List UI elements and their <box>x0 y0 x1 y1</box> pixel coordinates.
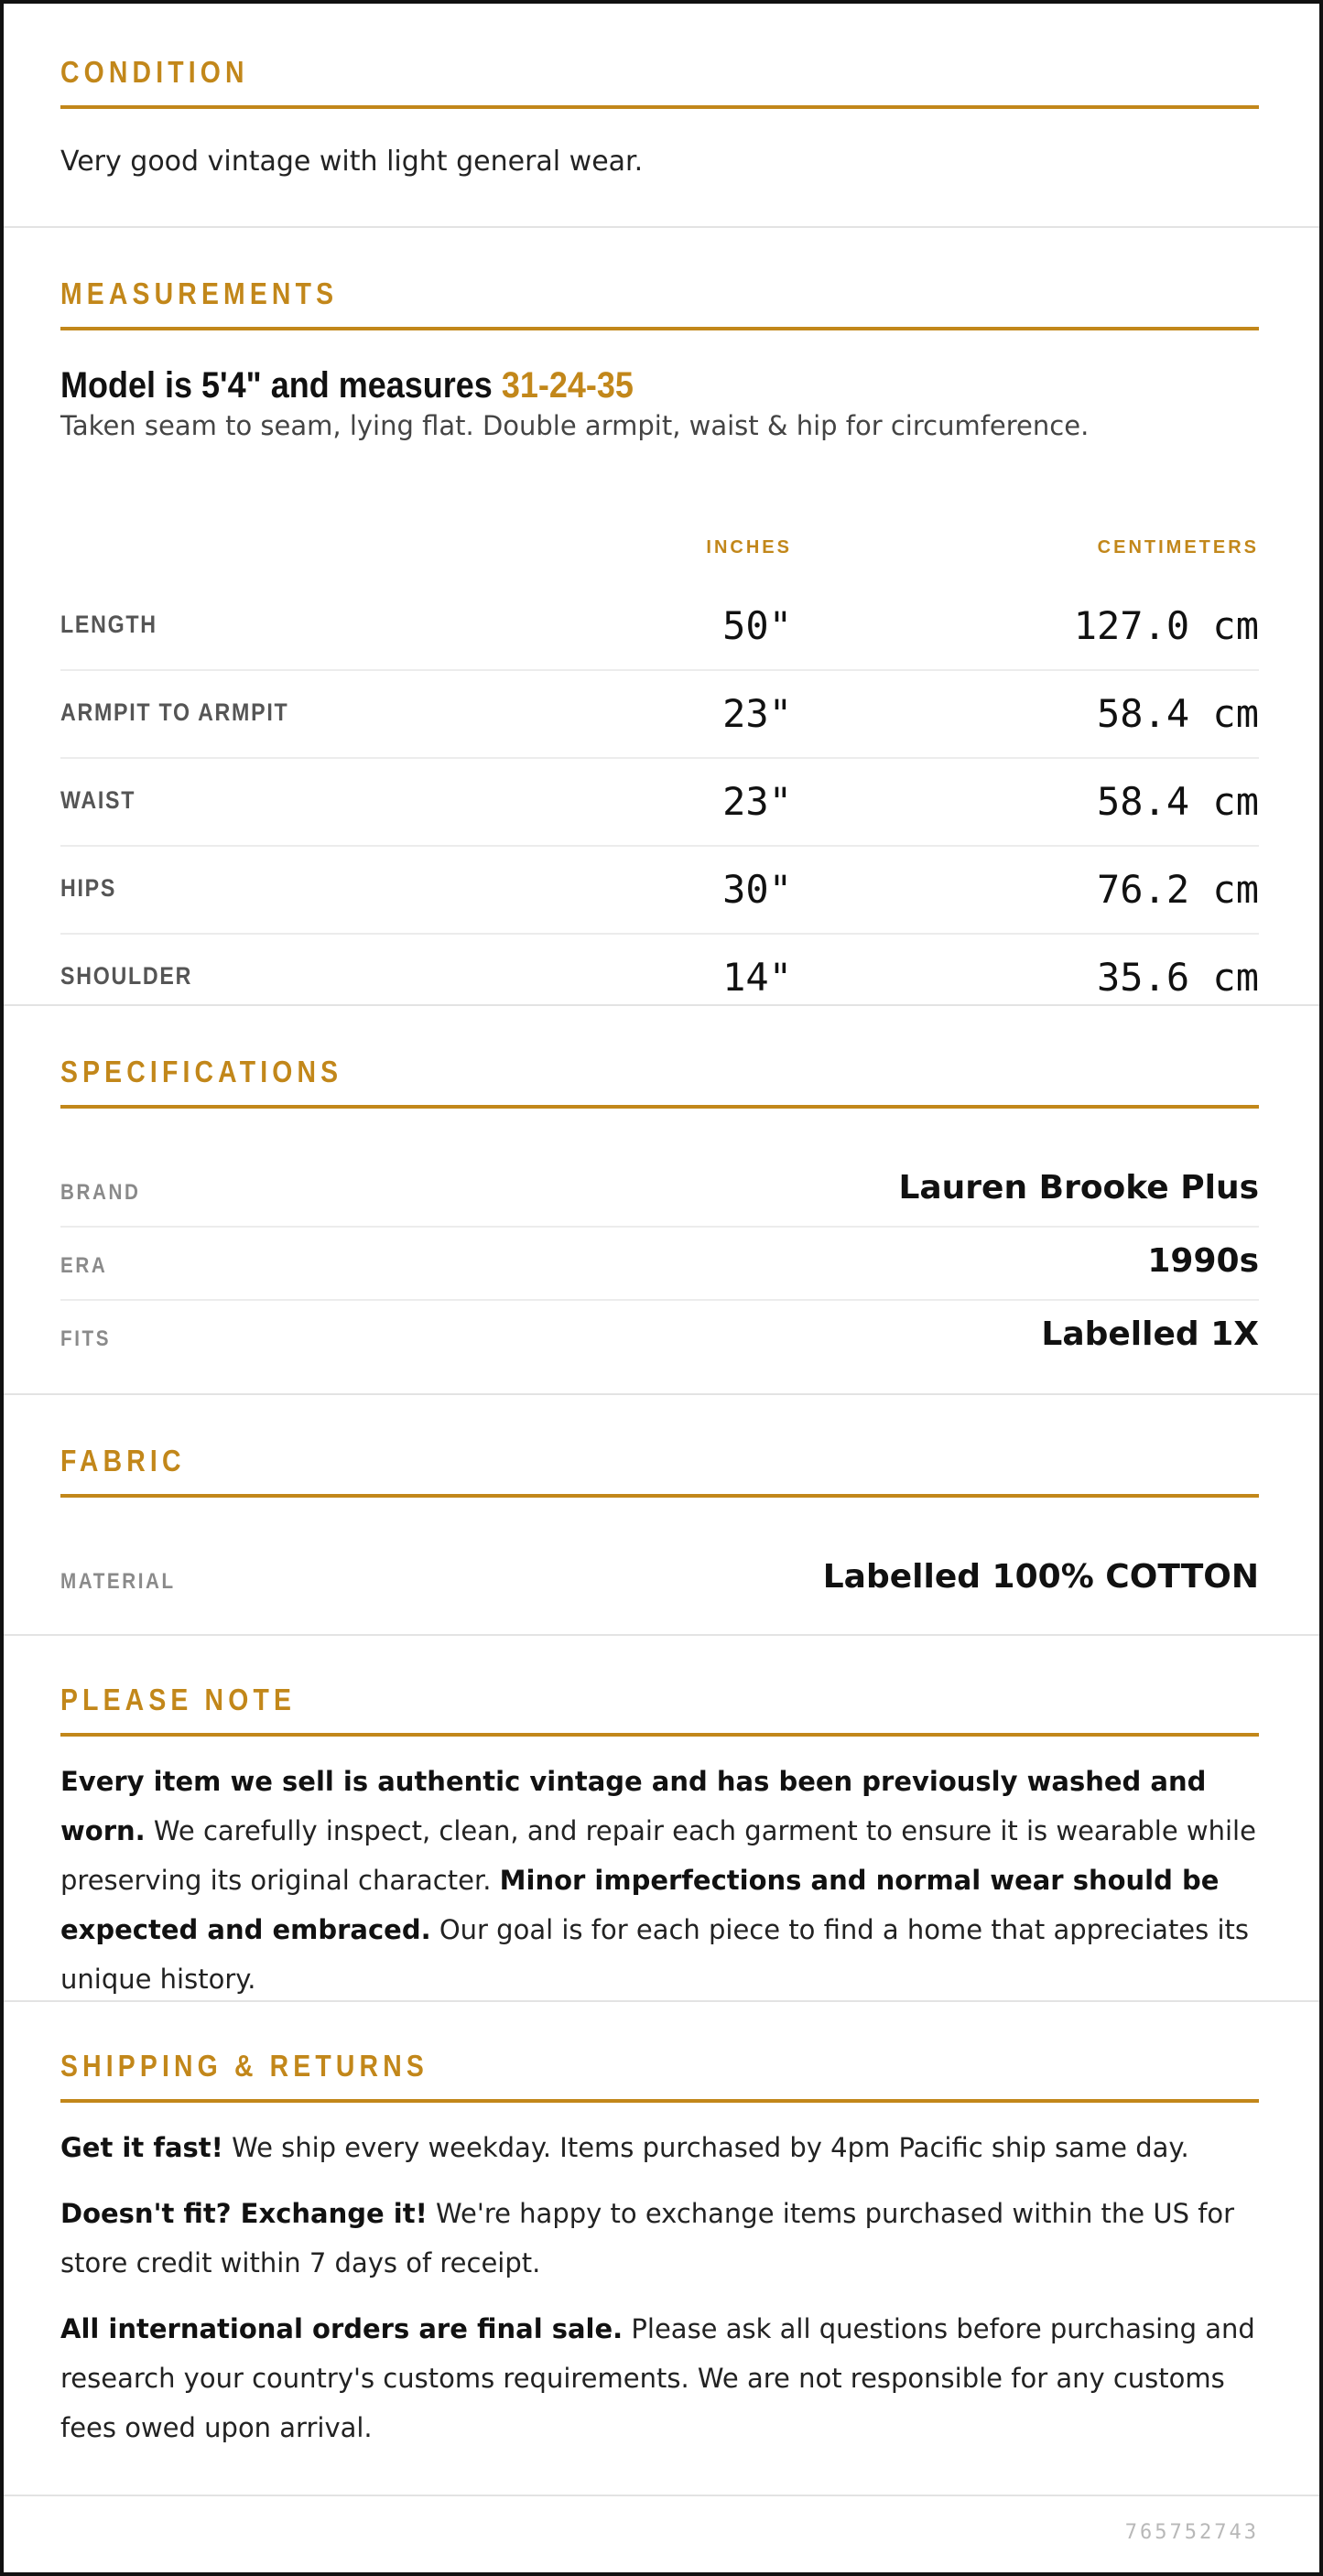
spec-value: Lauren Brooke Plus <box>898 1169 1259 1207</box>
spec-label: MATERIAL <box>60 1569 176 1594</box>
measurement-note: Taken seam to seam, lying flat. Double armpit, waist & hip for circumference. <box>60 410 1090 441</box>
spec-value: Labelled 1X <box>1041 1315 1259 1353</box>
measurement-inches: 50" <box>722 603 792 648</box>
measurement-cm: 127.0 cm <box>1073 603 1259 648</box>
shipping-section <box>4 2002 1319 2496</box>
spec-row <box>60 1301 1259 1374</box>
measurement-cm: 76.2 cm <box>1096 867 1259 912</box>
shipping-item <box>60 2304 1259 2452</box>
measurements-title: MEASUREMENTS <box>60 276 339 310</box>
note-text-1: We carefully inspect, clean, and repair each garment to ensure it is wearable while preserving its original character. <box>60 1815 1256 1896</box>
shipping-item-text: We ship every weekday. Items purchased by 4pm Pacific ship same day. <box>222 2132 1189 2163</box>
measurement-row <box>60 671 1259 759</box>
model-measurements <box>60 363 1139 407</box>
measurement-inches: 14" <box>722 955 792 1000</box>
spec-label: BRAND <box>60 1180 141 1205</box>
model-prefix: Model is 5'4" and measures <box>60 365 502 406</box>
note-bold-1: Every item we sell is authentic vintage and has been previously washed and worn. <box>60 1766 1207 1846</box>
shipping-item-text: Please ask all questions before purchasing and research your country's customs requirements. We are not responsible for any customs fees owed upon arrival. <box>60 2313 1255 2443</box>
measurement-label: LENGTH <box>60 611 157 638</box>
measurement-inches: 30" <box>722 867 792 912</box>
shipping-title: SHIPPING & RETURNS <box>60 2049 428 2083</box>
condition-title: CONDITION <box>60 55 249 89</box>
measurement-column-headers <box>60 537 1259 565</box>
shipping-item-heading: All international orders are final sale. <box>60 2313 624 2344</box>
measurement-row <box>60 847 1259 935</box>
section-divider <box>60 2099 1259 2103</box>
measurement-label: SHOULDER <box>60 962 193 990</box>
product-id: 765752743 <box>1124 2521 1259 2544</box>
shipping-item-heading: Doesn't fit? Exchange it! <box>60 2198 428 2229</box>
please-note-title: PLEASE NOTE <box>60 1683 297 1716</box>
measurement-label: WAIST <box>60 786 136 814</box>
specifications-title: SPECIFICATIONS <box>60 1055 343 1088</box>
measurement-label: HIPS <box>60 874 117 902</box>
measurement-cm: 58.4 cm <box>1096 779 1259 824</box>
spec-row <box>60 1228 1259 1301</box>
shipping-item-heading: Get it fast! <box>60 2132 223 2163</box>
measurement-label: ARMPIT TO ARMPIT <box>60 698 289 726</box>
spec-row <box>60 1154 1259 1228</box>
section-divider <box>60 1105 1259 1109</box>
spec-label: FITS <box>60 1326 112 1351</box>
shipping-item <box>60 2189 1259 2288</box>
section-divider <box>60 1494 1259 1498</box>
measurements-section <box>4 228 1319 1006</box>
shipping-list <box>60 2123 1259 2452</box>
please-note-paragraph <box>60 1757 1259 2004</box>
spec-value: 1990s <box>1147 1242 1259 1280</box>
measurement-inches: 23" <box>722 691 792 736</box>
measurement-cm: 35.6 cm <box>1096 955 1259 1000</box>
please-note-section <box>4 1636 1319 2002</box>
measurement-row <box>60 759 1259 847</box>
note-bold-2: Minor imperfections and normal wear should be expected and embraced. <box>60 1865 1220 1945</box>
col-inches-header: INCHES <box>706 537 792 557</box>
section-divider <box>60 327 1259 330</box>
spec-label: ERA <box>60 1253 108 1278</box>
measurement-cm: 58.4 cm <box>1096 691 1259 736</box>
shipping-item-text: We're happy to exchange items purchased within the US for store credit within 7 days of receipt. <box>60 2198 1235 2278</box>
section-divider <box>60 1733 1259 1737</box>
measurement-row <box>60 583 1259 671</box>
condition-section <box>4 4 1319 228</box>
model-measures-value: 31-24-35 <box>501 365 634 406</box>
section-divider <box>60 105 1259 109</box>
measurement-inches: 23" <box>722 779 792 824</box>
spec-value: Labelled 100% COTTON <box>822 1558 1259 1596</box>
condition-text: Very good vintage with light general wear. <box>60 146 644 178</box>
note-text-2: Our goal is for each piece to find a home that appreciates its unique history. <box>60 1914 1250 1995</box>
fabric-section <box>4 1395 1319 1636</box>
specifications-section <box>4 1006 1319 1395</box>
shipping-item <box>60 2123 1259 2172</box>
col-cm-header: CENTIMETERS <box>1097 537 1259 557</box>
spec-row <box>60 1543 1259 1617</box>
fabric-title: FABRIC <box>60 1444 186 1477</box>
